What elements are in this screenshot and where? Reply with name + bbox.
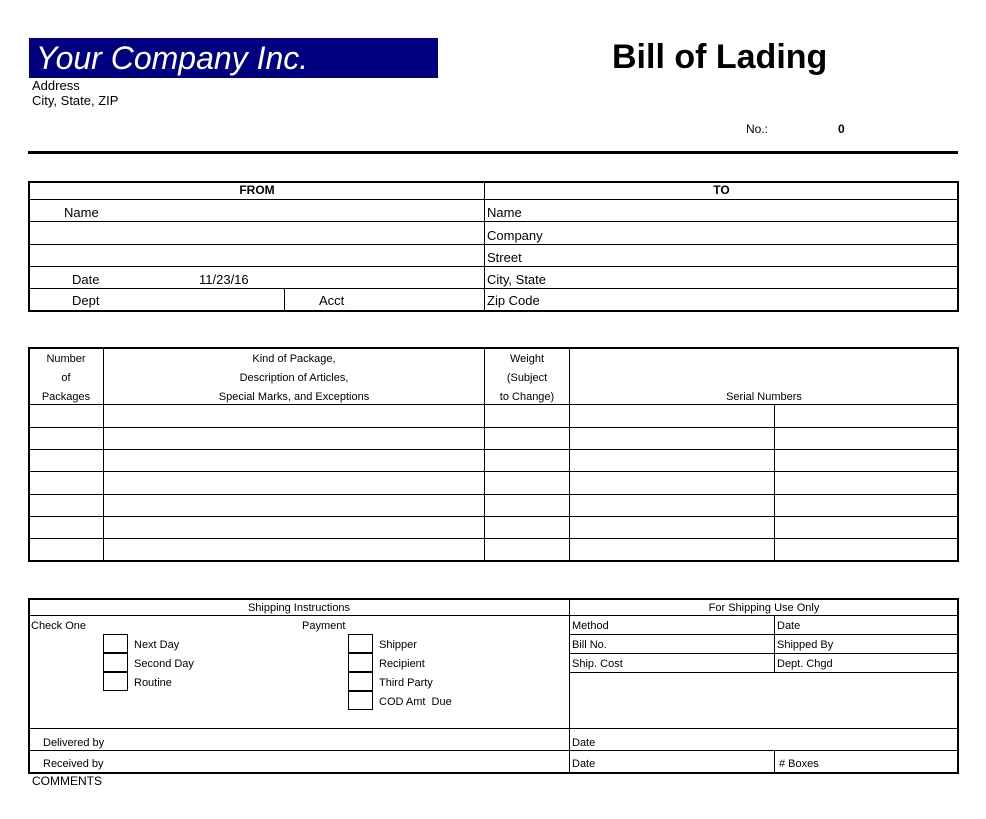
- shipped-by-field[interactable]: Shipped By: [777, 639, 834, 651]
- recipient-checkbox[interactable]: [348, 653, 373, 672]
- col-kind-line2: Description of Articles,: [239, 372, 349, 384]
- third-party-label: Third Party: [379, 677, 433, 689]
- to-street-field[interactable]: Street: [487, 250, 522, 265]
- ship-cost-field[interactable]: Ship. Cost: [572, 658, 623, 670]
- divider: [28, 404, 958, 405]
- from-name-field[interactable]: Name: [64, 205, 99, 220]
- dept-chgd-field[interactable]: Dept. Chgd: [777, 658, 833, 670]
- cod-label: COD Amt Due: [379, 696, 452, 708]
- boxes-field[interactable]: # Boxes: [779, 758, 819, 770]
- divider: [28, 266, 958, 267]
- col-weight-line1: Weight: [509, 353, 545, 365]
- divider: [28, 728, 958, 729]
- divider: [774, 405, 775, 561]
- recipient-label: Recipient: [379, 658, 425, 670]
- divider: [484, 182, 485, 311]
- routine-label: Routine: [134, 677, 172, 689]
- divider: [569, 653, 958, 654]
- payment-label: Payment: [302, 620, 346, 632]
- divider: [284, 289, 285, 311]
- divider: [28, 244, 958, 245]
- bill-no-field[interactable]: Bill No.: [572, 639, 607, 651]
- divider: [28, 750, 958, 751]
- next-day-checkbox[interactable]: [103, 634, 128, 653]
- divider: [28, 471, 958, 472]
- received-by-field[interactable]: Received by: [43, 758, 104, 770]
- from-date-value[interactable]: 11/23/16: [199, 272, 249, 287]
- col-number-line3: Packages: [41, 391, 91, 403]
- divider: [28, 516, 958, 517]
- delivered-date-field[interactable]: Date: [572, 737, 596, 749]
- divider: [569, 348, 570, 561]
- col-weight-line3: to Change): [499, 391, 555, 403]
- third-party-checkbox[interactable]: [348, 672, 373, 691]
- date-field[interactable]: Date: [777, 620, 801, 632]
- to-name-field[interactable]: Name: [487, 205, 522, 220]
- from-acct-field[interactable]: Acct: [319, 293, 345, 308]
- from-dept-field[interactable]: Dept: [72, 293, 100, 308]
- number-label: No.:: [746, 122, 769, 136]
- divider: [569, 672, 958, 673]
- cod-checkbox[interactable]: [348, 691, 373, 710]
- to-company-field[interactable]: Company: [487, 228, 543, 243]
- number-value: 0: [838, 122, 845, 136]
- shipping-instructions-header: Shipping Instructions: [247, 602, 351, 614]
- check-one-label: Check One: [31, 620, 87, 632]
- divider: [28, 615, 958, 616]
- divider: [569, 599, 570, 773]
- second-day-checkbox[interactable]: [103, 653, 128, 672]
- company-address: Address: [32, 78, 80, 93]
- shipping-use-only-header: For Shipping Use Only: [708, 602, 820, 614]
- divider: [28, 221, 958, 222]
- divider: [28, 494, 958, 495]
- comments-label: COMMENTS: [32, 774, 102, 788]
- divider: [28, 199, 958, 200]
- divider: [774, 616, 775, 672]
- header-divider: [28, 151, 958, 154]
- next-day-label: Next Day: [134, 639, 180, 651]
- divider: [28, 288, 958, 289]
- divider: [569, 634, 958, 635]
- to-city-state-field[interactable]: City, State: [487, 272, 547, 287]
- from-date-label: Date: [72, 272, 100, 287]
- divider: [28, 427, 958, 428]
- company-city: City, State, ZIP: [32, 93, 119, 108]
- second-day-label: Second Day: [134, 658, 194, 670]
- divider: [28, 449, 958, 450]
- to-header: TO: [713, 183, 730, 197]
- divider: [774, 751, 775, 773]
- routine-checkbox[interactable]: [103, 672, 128, 691]
- to-zip-field[interactable]: Zip Code: [487, 293, 540, 308]
- col-weight-line2: (Subject: [506, 372, 548, 384]
- document-title: Bill of Lading: [612, 38, 828, 76]
- received-date-field[interactable]: Date: [572, 758, 596, 770]
- col-kind-line1: Kind of Package,: [252, 353, 336, 365]
- col-serial-numbers: Serial Numbers: [726, 391, 802, 403]
- from-header: FROM: [239, 183, 275, 197]
- divider: [28, 538, 958, 539]
- method-field[interactable]: Method: [572, 620, 609, 632]
- col-number-line2: of: [61, 372, 71, 384]
- shipper-checkbox[interactable]: [348, 634, 373, 653]
- company-name: Your Company Inc.: [36, 40, 309, 76]
- delivered-by-field[interactable]: Delivered by: [43, 737, 105, 749]
- col-kind-line3: Special Marks, and Exceptions: [218, 391, 370, 403]
- shipper-label: Shipper: [379, 639, 417, 651]
- col-number-line1: Number: [46, 353, 86, 365]
